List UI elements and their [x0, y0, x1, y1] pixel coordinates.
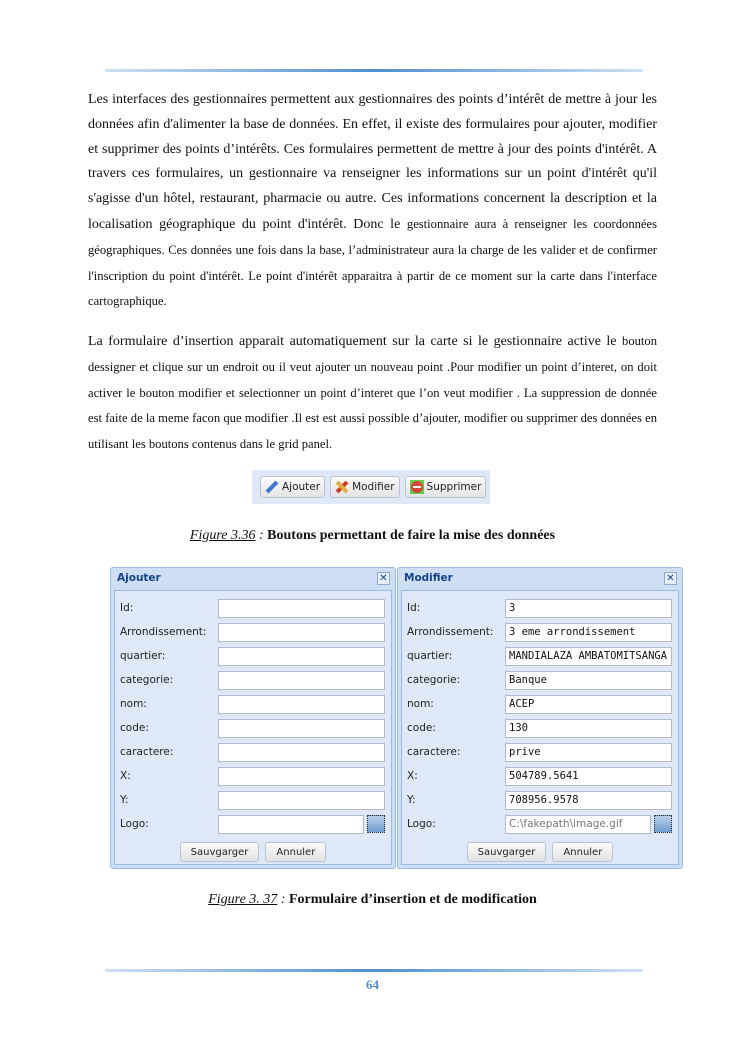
edit-button[interactable] — [330, 476, 399, 498]
save-button[interactable]: Sauvgarger — [467, 842, 547, 862]
field-input[interactable]: prive — [505, 743, 672, 762]
page-number: 64 — [366, 977, 379, 992]
field-label: Y: — [407, 794, 416, 806]
field-label: Arrondissement: — [120, 626, 207, 638]
figure-title: Boutons permettant de faire la mise des données — [267, 528, 556, 543]
edit-form-title: Modifier — [404, 572, 453, 584]
form-row — [120, 598, 385, 618]
field-input[interactable] — [218, 623, 385, 642]
field-input[interactable]: 504789.5641 — [505, 767, 672, 786]
field-label: X: — [120, 770, 131, 782]
field-input[interactable]: 3 eme arrondissement — [505, 623, 672, 642]
field-input[interactable]: C:\fakepath\image.gif — [505, 815, 651, 834]
field-input[interactable] — [218, 671, 385, 690]
header-rule — [105, 69, 643, 72]
field-label: Id: — [120, 602, 134, 614]
figure-label: Figure 3.36 — [189, 528, 256, 543]
add-button[interactable] — [260, 476, 325, 498]
save-button[interactable]: Sauvgarger — [180, 842, 260, 862]
field-input[interactable]: Banque — [505, 671, 672, 690]
figure-title: Formulaire d’insertion et de modification — [288, 892, 537, 907]
delete-button-label: Supprimer — [426, 481, 482, 493]
form-row — [407, 766, 672, 786]
field-label: nom: — [120, 698, 147, 710]
field-label: Logo: — [407, 818, 436, 830]
field-input[interactable]: 3 — [505, 599, 672, 618]
form-row — [120, 646, 385, 666]
pencil-icon — [265, 480, 279, 494]
field-label: Y: — [120, 794, 129, 806]
figure-label: Figure 3. 37 — [208, 892, 278, 907]
form-buttons — [402, 842, 678, 862]
field-label: caractere: — [407, 746, 461, 758]
delete-button[interactable] — [405, 476, 487, 498]
field-label: X: — [407, 770, 418, 782]
form-row — [120, 814, 385, 834]
form-row — [120, 790, 385, 810]
field-label: categorie: — [120, 674, 174, 686]
close-icon[interactable]: ✕ — [377, 572, 390, 585]
edit-form-panel — [397, 567, 683, 869]
field-label: nom: — [407, 698, 434, 710]
field-label: code: — [120, 722, 149, 734]
field-label: caractere: — [120, 746, 174, 758]
figure-separator: : — [255, 528, 268, 543]
field-input[interactable] — [218, 743, 385, 762]
form-row — [120, 622, 385, 642]
field-label: code: — [407, 722, 436, 734]
form-row — [407, 790, 672, 810]
edit-button-label: Modifier — [352, 481, 395, 493]
field-input[interactable] — [218, 719, 385, 738]
field-input[interactable]: 130 — [505, 719, 672, 738]
field-input[interactable] — [218, 815, 364, 834]
field-label: Arrondissement: — [407, 626, 494, 638]
footer-rule — [105, 969, 643, 972]
browse-file-icon[interactable] — [367, 815, 385, 833]
form-buttons — [115, 842, 391, 862]
paragraph-intro-text: Les interfaces des gestionnaires permettent aux gestionnaires des points d’intérêt de mettre à jour les données afin d'alimenter la base de données. En effet, il existe des formulaires pour ajouter, modifier et supprimer des points d’intérêts. Ces formulaires permettent de mettre à jour des points d'intérêt. A travers ces formulaires, un gestionnaire va renseigner les informations sur un point d'intérêt qu'il s'agisse d'un hôtel, restaurant, pharmacie ou autre. Ces informations concernent la description et la localisation géographique du point d'intérêt. Donc le — [88, 92, 657, 232]
form-row — [120, 742, 385, 762]
paragraph-forms — [88, 329, 657, 458]
field-input[interactable] — [218, 647, 385, 666]
cancel-button[interactable]: Annuler — [265, 842, 326, 862]
form-row — [407, 670, 672, 690]
add-button-label: Ajouter — [282, 481, 321, 493]
form-row — [407, 694, 672, 714]
add-form-panel — [110, 567, 396, 869]
form-row — [120, 670, 385, 690]
paragraph-intro — [88, 88, 657, 315]
form-row — [407, 622, 672, 642]
paragraph-forms-small-text: bouton dessigner et clique sur un endroit ou il veut ajouter un nouveau point .Pour modifier un point d’interet, on doit activer le bouton modifier et selectionner un point d’interet que l’on veut modifier . La suppression de donnée est faite de la meme facon que modifier .Il est est aussi possible d’ajouter, modifier ou supprimer des données en utilisant les boutons contenus dans le grid panel. — [88, 334, 658, 452]
form-row — [120, 718, 385, 738]
field-label: Logo: — [120, 818, 149, 830]
form-row — [407, 598, 672, 618]
field-input[interactable] — [218, 791, 385, 810]
add-form-title: Ajouter — [117, 572, 161, 584]
field-input[interactable] — [218, 767, 385, 786]
form-row — [407, 814, 672, 834]
paragraph-intro-small-text: gestionnaire aura à renseigner les coordonnées géographiques. Ces données une fois dans la base, l’administrateur aura la charge de les valider et de confirmer l'inscription du point d'intérêt. Le point d'intérêt apparaitra à partir de ce moment sur la carte dans l'interface cartographique. — [88, 216, 657, 309]
close-icon[interactable]: ✕ — [664, 572, 677, 585]
field-input[interactable]: 708956.9578 — [505, 791, 672, 810]
form-row — [407, 646, 672, 666]
form-row — [407, 742, 672, 762]
figure-caption-buttons — [0, 528, 745, 544]
field-input[interactable]: MANDIALAZA AMBATOMITSANGA — [505, 647, 672, 666]
form-row — [407, 718, 672, 738]
field-label: quartier: — [120, 650, 166, 662]
edit-cross-icon — [335, 480, 349, 494]
browse-file-icon[interactable] — [654, 815, 672, 833]
form-row — [120, 694, 385, 714]
field-label: categorie: — [407, 674, 461, 686]
form-row — [120, 766, 385, 786]
field-input[interactable] — [218, 599, 385, 618]
field-input[interactable]: ACEP — [505, 695, 672, 714]
paragraph-forms-text: La formulaire d’insertion apparait automatiquement sur la carte si le gestionnaire active le — [88, 334, 617, 349]
field-label: Id: — [407, 602, 421, 614]
figure-caption-forms — [0, 892, 745, 908]
field-label: quartier: — [407, 650, 453, 662]
field-input[interactable] — [218, 695, 385, 714]
cancel-button[interactable]: Annuler — [552, 842, 613, 862]
figure-separator: : — [277, 892, 289, 907]
delete-icon — [410, 480, 424, 494]
action-toolbar — [252, 470, 490, 504]
